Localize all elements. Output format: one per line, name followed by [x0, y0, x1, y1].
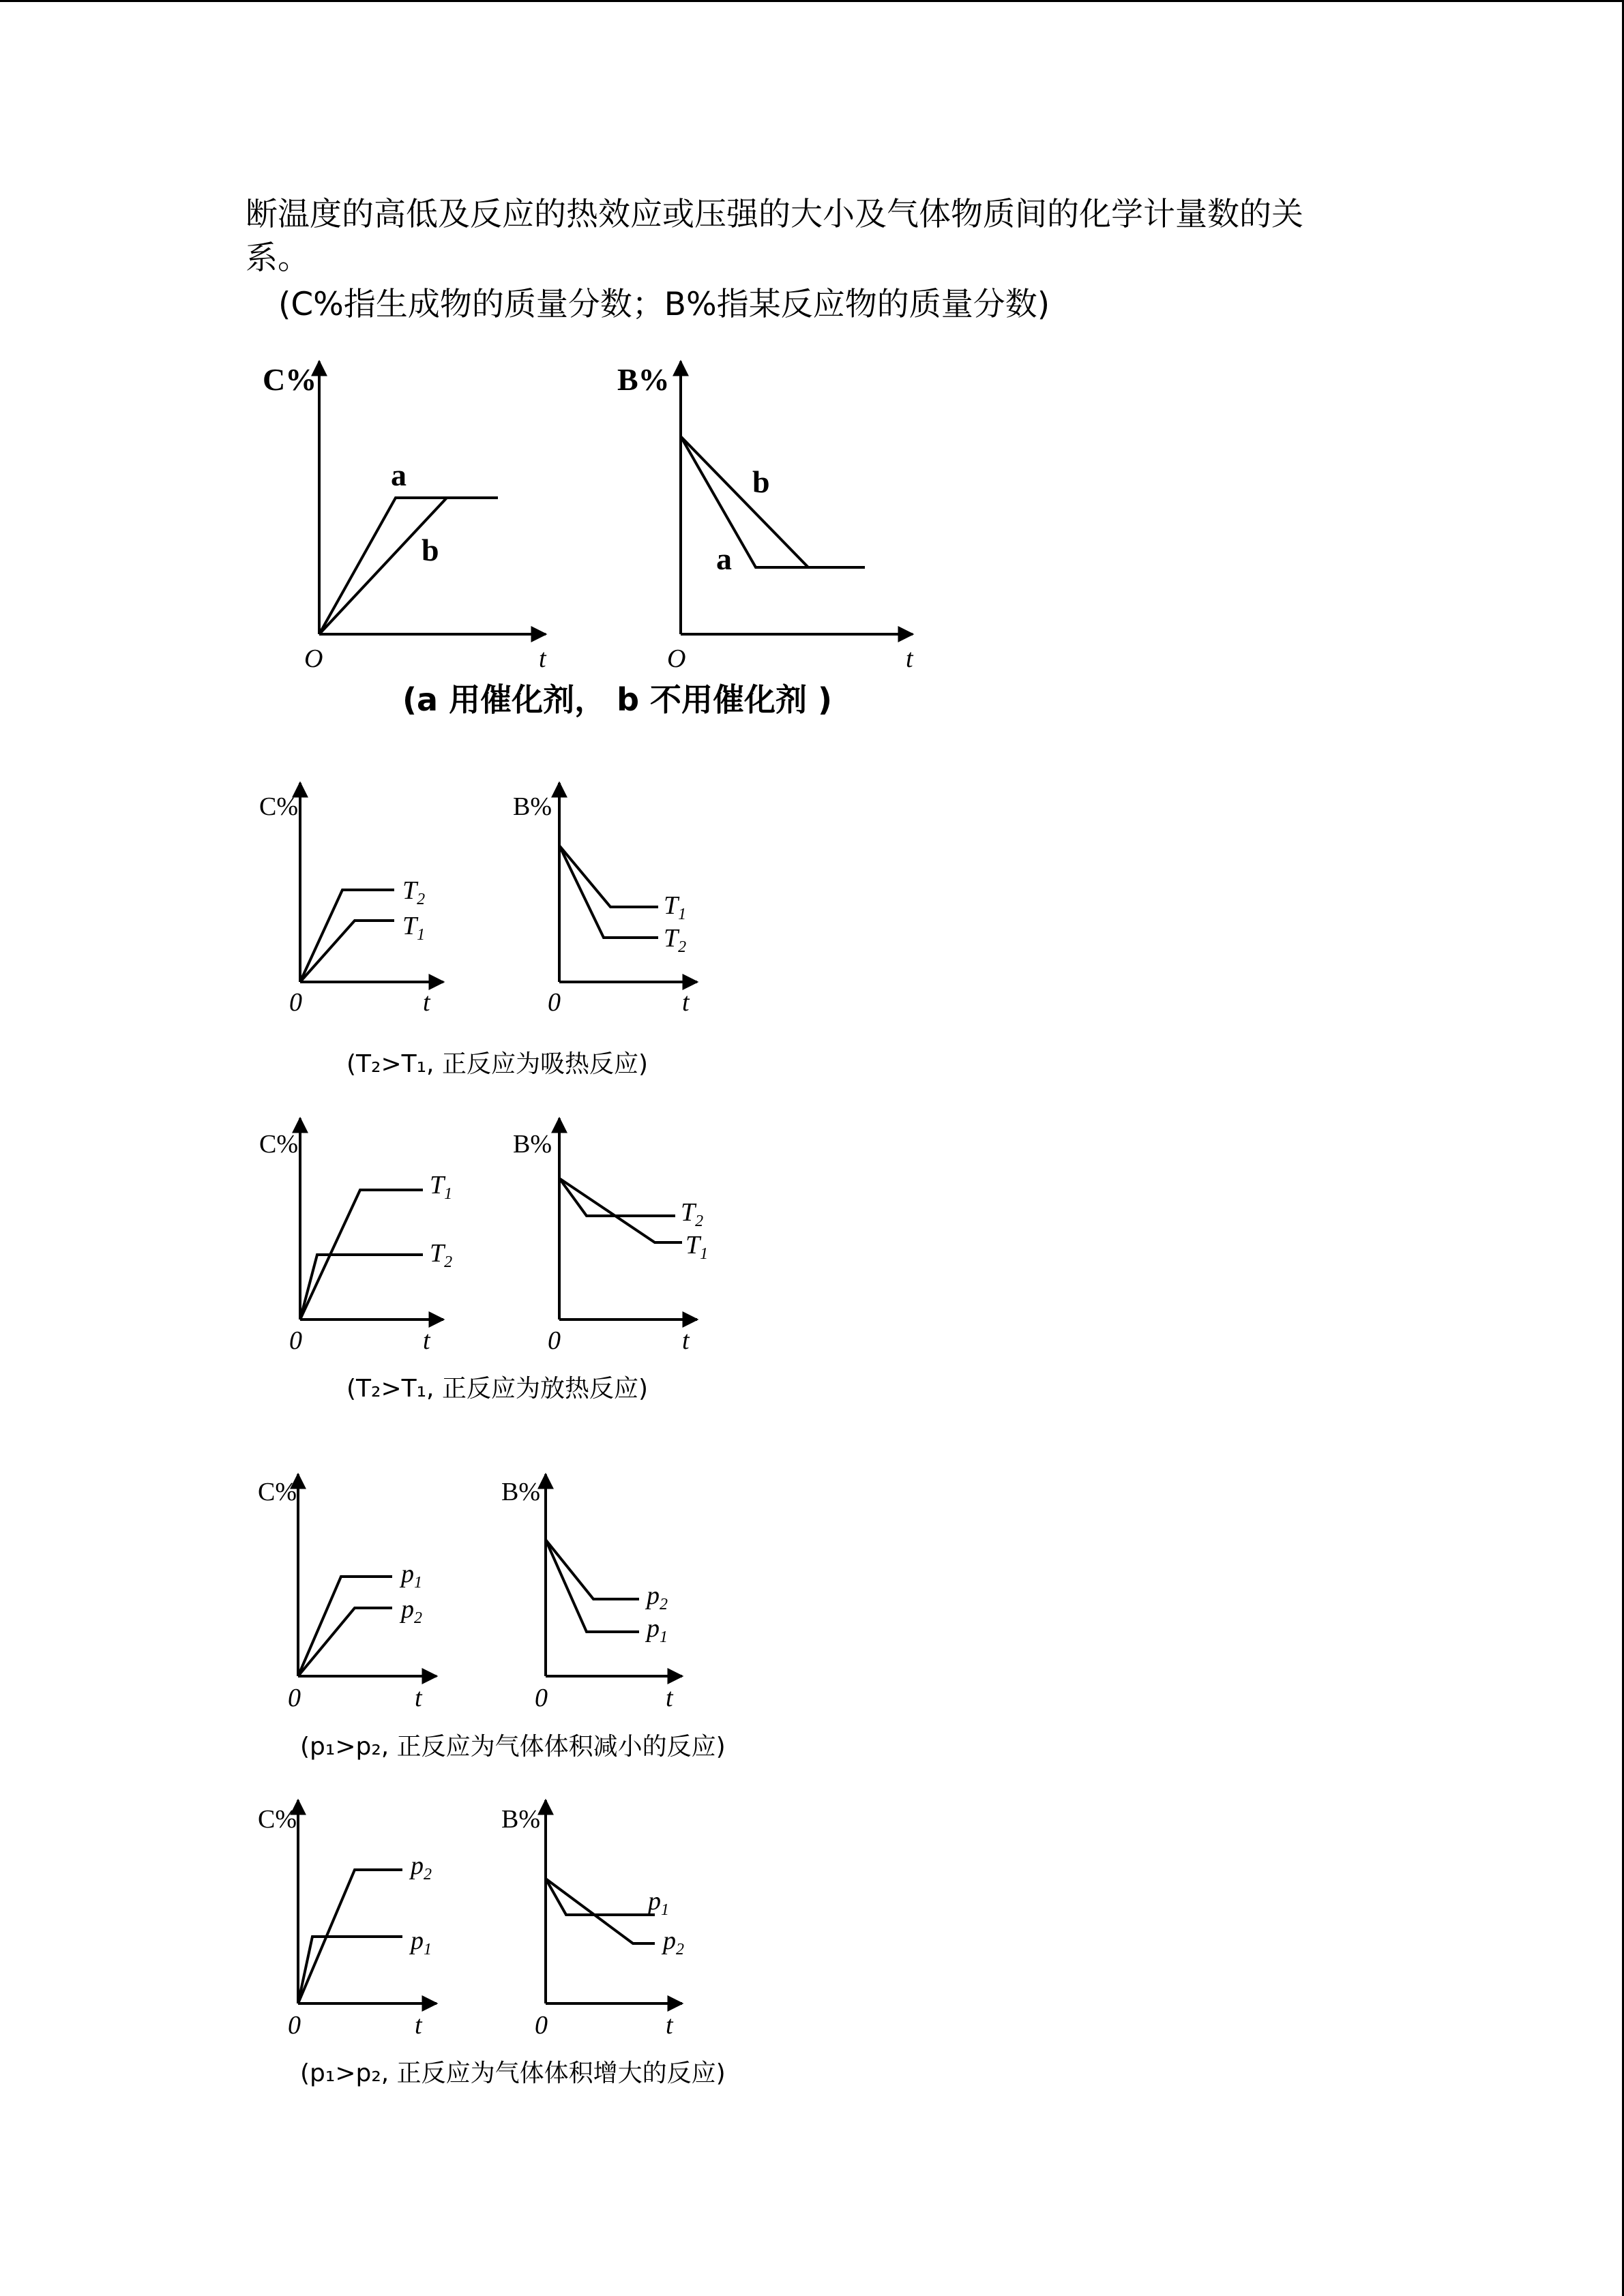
- origin-label: O: [304, 644, 323, 673]
- origin-label: 0: [288, 1684, 301, 1712]
- curve-t2: [559, 846, 658, 938]
- figure-catalyst-c-chart: [263, 361, 547, 673]
- c-axis-label: C%: [258, 1478, 297, 1506]
- curve-t1-label: $T_1$: [430, 1171, 453, 1203]
- curve-a-label: a: [391, 458, 407, 492]
- curve-p2-label: $p_2$: [401, 1595, 422, 1627]
- curve-t2-label: $T_2$: [664, 924, 687, 956]
- origin-label: 0: [289, 988, 302, 1017]
- c-chart: [259, 783, 443, 1017]
- curve-a: [681, 436, 865, 567]
- b-axis-label: B%: [501, 1805, 540, 1834]
- curve-t1: [559, 1178, 682, 1242]
- t-axis-label: t: [666, 2011, 673, 2040]
- curve-p1-label: $p_1$: [401, 1560, 422, 1592]
- curve-a-label: a: [716, 541, 732, 576]
- curve-p1-label: $p_1$: [648, 1887, 669, 1919]
- c-axis-label: C%: [259, 1130, 298, 1159]
- figure-catalyst: [263, 361, 914, 718]
- origin-label: 0: [548, 1326, 561, 1355]
- figure-caption: (p₁>p₂, 正反应为气体体积增大的反应): [300, 2059, 726, 2087]
- t-axis-label: t: [666, 1684, 673, 1712]
- curve-p1-label: $p_1$: [647, 1614, 668, 1646]
- c-chart: [259, 1118, 452, 1355]
- curve-t2-label: $T_2$: [681, 1198, 704, 1230]
- curve-t2: [300, 890, 394, 982]
- t-axis-label: t: [682, 1326, 690, 1355]
- curve-t1-label: $T_1$: [664, 891, 687, 923]
- curve-t2: [559, 1178, 675, 1216]
- figure-caption: (a 用催化剂， b 不用催化剂 ): [402, 681, 833, 718]
- figure-pressure-volume-increase: [258, 1800, 726, 2087]
- t-axis-label: t: [423, 988, 430, 1017]
- c-axis-label: C%: [258, 1805, 297, 1834]
- curve-p1-label: $p_1$: [411, 1926, 432, 1958]
- figure-temperature-exothermic: [259, 1118, 708, 1403]
- curve-p2: [546, 1879, 655, 1943]
- b-axis-label: B%: [617, 362, 670, 397]
- curve-p2-label: $p_2$: [411, 1851, 432, 1883]
- curve-p1: [546, 1879, 655, 1915]
- origin-label: 0: [535, 2011, 548, 2040]
- c-chart: [258, 1474, 437, 1712]
- c-chart: [258, 1800, 437, 2040]
- t-axis-label: t: [415, 1684, 422, 1712]
- curve-t2-label: $T_2$: [430, 1239, 453, 1271]
- curve-t2-label: $T_2$: [402, 876, 426, 908]
- body-text-note: (C%指生成物的质量分数；B%指某反应物的质量分数): [278, 286, 1050, 323]
- curve-b-label: b: [752, 464, 770, 499]
- origin-label: 0: [289, 1326, 302, 1355]
- curve-p1: [298, 1937, 402, 2003]
- b-axis-label: B%: [501, 1478, 540, 1506]
- b-axis-label: B%: [513, 792, 552, 821]
- t-axis-label: t: [906, 644, 913, 673]
- curve-t2: [300, 1255, 423, 1320]
- t-axis-label: t: [415, 2011, 422, 2040]
- body-text-line-1: 断温度的高低及反应的热效应或压强的大小及气体物质间的化学计量数的关: [246, 196, 1303, 233]
- figure-caption: (p₁>p₂, 正反应为气体体积减小的反应): [300, 1733, 726, 1761]
- curve-b-label: b: [422, 533, 439, 567]
- curve-t1-label: $T_1$: [402, 912, 426, 944]
- b-chart: [501, 1474, 682, 1712]
- b-chart: [513, 783, 697, 1017]
- origin-label: 0: [288, 2011, 301, 2040]
- curve-p1: [546, 1540, 639, 1632]
- curve-a: [319, 498, 498, 634]
- curve-p2-label: $p_2$: [663, 1926, 684, 1958]
- figure-temperature-endothermic: [259, 783, 697, 1078]
- origin-label: O: [667, 644, 686, 673]
- figure-caption: (T₂>T₁, 正反应为放热反应): [346, 1375, 648, 1403]
- curve-t1-label: $T_1$: [685, 1231, 709, 1263]
- t-axis-label: t: [423, 1326, 430, 1355]
- figure-pressure-volume-decrease: [258, 1474, 726, 1761]
- c-axis-label: C%: [263, 362, 317, 397]
- b-axis-label: B%: [513, 1130, 552, 1159]
- b-chart: [513, 1118, 708, 1355]
- body-text-line-2: 系。: [246, 239, 310, 277]
- origin-label: 0: [548, 988, 561, 1017]
- curve-p2-label: $p_2$: [647, 1581, 668, 1613]
- b-chart: [501, 1800, 684, 2040]
- figure-caption: (T₂>T₁, 正反应为吸热反应): [346, 1050, 648, 1078]
- figure-catalyst-b-chart: [617, 361, 914, 673]
- t-axis-label: t: [682, 988, 690, 1017]
- c-axis-label: C%: [259, 792, 298, 821]
- origin-label: 0: [535, 1684, 548, 1712]
- t-axis-label: t: [539, 644, 546, 673]
